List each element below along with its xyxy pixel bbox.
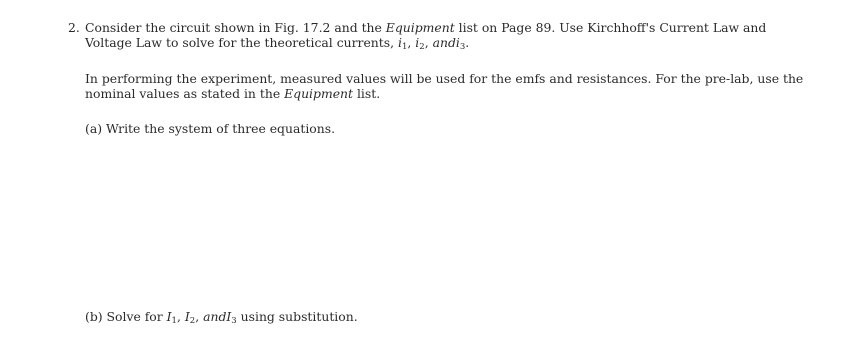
equipment-reference: Equipment: [284, 86, 353, 101]
current-i3: andi$_3$: [432, 35, 466, 52]
equipment-reference: Equipment: [385, 20, 455, 35]
instructions-line-2: nominal values as stated in the Equipment list.: [85, 86, 381, 101]
current-i1: $i_1$: [398, 35, 408, 52]
part-a-question: (a) Write the system of three equations.: [85, 121, 336, 136]
instructions-line-1: In performing the experiment, measured values will be used for the emfs and resistances. For the pre-lab, use the: [85, 71, 804, 86]
problem-2-statement: [68, 20, 808, 50]
current-i2: $i_2$: [415, 35, 425, 52]
problem-line-1: 2. Consider the circuit shown in Fig. 17.2 and the Equipment list on Page 89. Use Kirchhoff's Current Law and: [68, 20, 767, 35]
current-I1: $I_1$: [166, 309, 177, 326]
current-I3: andI$_3$: [203, 309, 237, 326]
current-I2: $I_2$: [184, 309, 196, 326]
instructions-paragraph: [85, 71, 815, 101]
problem-line-2: Voltage Law to solve for the theoretical currents, $i_1$, $i_2$, andi$_3$.: [85, 35, 470, 52]
part-b-question: (b) Solve for $I_1$, $I_2$, andI$_3$ using substitution.: [85, 309, 358, 326]
problem-number: 2.: [68, 20, 80, 35]
